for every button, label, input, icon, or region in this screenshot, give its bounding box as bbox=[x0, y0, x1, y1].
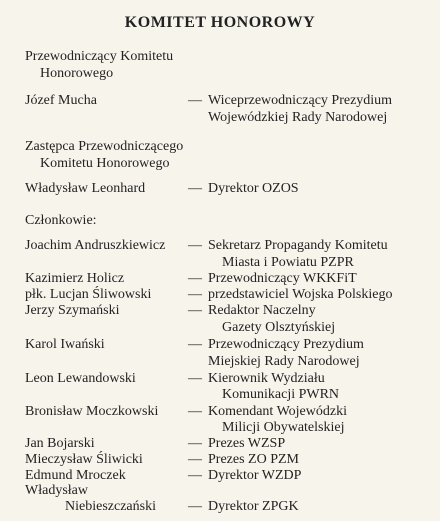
dash-separator: — bbox=[188, 238, 202, 253]
entry-name: Jan Bojarski bbox=[25, 436, 95, 451]
entry-role: Prezes ZO PZM bbox=[208, 452, 299, 467]
dash-separator: — bbox=[188, 181, 202, 196]
chair-heading-line-1: Przewodniczący Komitetu bbox=[25, 49, 174, 64]
entry-role: Komunikacji PWRN bbox=[222, 387, 340, 402]
entry-name: Jerzy Szymański bbox=[25, 303, 120, 318]
dash-separator: — bbox=[188, 452, 202, 467]
entry-role: Prezes WZSP bbox=[208, 436, 286, 451]
entry-role: Sekretarz Propagandy Komitetu bbox=[208, 238, 388, 253]
dash-separator: — bbox=[188, 468, 202, 483]
entry-name: Józef Mucha bbox=[25, 93, 97, 108]
dash-separator: — bbox=[188, 271, 202, 286]
entry-name: Joachim Andruszkiewicz bbox=[25, 238, 166, 253]
entry-name: Leon Lewandowski bbox=[25, 371, 136, 386]
entry-role: Wiceprzewodniczący Prezydium bbox=[208, 93, 393, 108]
dash-separator: — bbox=[188, 337, 202, 352]
dash-separator: — bbox=[188, 303, 202, 318]
entry-role: Wojewódzkiej Rady Narodowej bbox=[208, 110, 388, 125]
entry-name: Bronisław Moczkowski bbox=[25, 404, 159, 419]
entry-role: Komendant Wojewódzki bbox=[208, 404, 347, 419]
dash-separator: — bbox=[188, 436, 202, 451]
entry-name: Kazimierz Holicz bbox=[25, 271, 125, 286]
entry-role: przedstawiciel Wojska Polskiego bbox=[208, 287, 393, 302]
dash-separator: — bbox=[188, 404, 202, 419]
chair-heading-line-2: Honorowego bbox=[40, 66, 114, 81]
entry-role: Przewodniczący WKKFiT bbox=[208, 271, 357, 286]
dash-separator: — bbox=[188, 287, 202, 302]
entry-role: Dyrektor OZOS bbox=[208, 181, 299, 196]
entry-role: Gazety Olsztyńskiej bbox=[222, 320, 336, 335]
entry-role: Przewodniczący Prezydium bbox=[208, 337, 364, 352]
entry-name: Mieczysław Śliwicki bbox=[25, 452, 143, 467]
entry-role: Miejskiej Rady Narodowej bbox=[208, 354, 360, 369]
dash-separator: — bbox=[188, 93, 202, 108]
entry-role: Kierownik Wydziału bbox=[208, 371, 325, 386]
entry-role: Dyrektor WZDP bbox=[208, 468, 302, 483]
members-heading: Członkowie: bbox=[25, 213, 97, 228]
entry-name: Władysław bbox=[25, 483, 88, 498]
entry-role: Redaktor Naczelny bbox=[208, 303, 316, 318]
vice-chair-heading-line-1: Zastępca Przewodniczącego bbox=[25, 139, 184, 154]
page-title: KOMITET HONOROWY bbox=[124, 14, 316, 31]
entry-name: Niebieszczański bbox=[65, 499, 156, 514]
entry-role: Miasta i Powiatu PZPR bbox=[222, 255, 354, 270]
entry-name: Karol Iwański bbox=[25, 337, 105, 352]
entry-name: Edmund Mroczek bbox=[25, 468, 126, 483]
dash-separator: — bbox=[188, 499, 202, 514]
entry-name: płk. Lucjan Śliwowski bbox=[25, 287, 152, 302]
entry-role: Milicji Obywatelskiej bbox=[222, 420, 345, 435]
vice-chair-heading-line-2: Komitetu Honorowego bbox=[40, 156, 170, 171]
entry-name: Władysław Leonhard bbox=[25, 181, 146, 196]
entry-role: Dyrektor ZPGK bbox=[208, 499, 299, 514]
dash-separator: — bbox=[188, 371, 202, 386]
